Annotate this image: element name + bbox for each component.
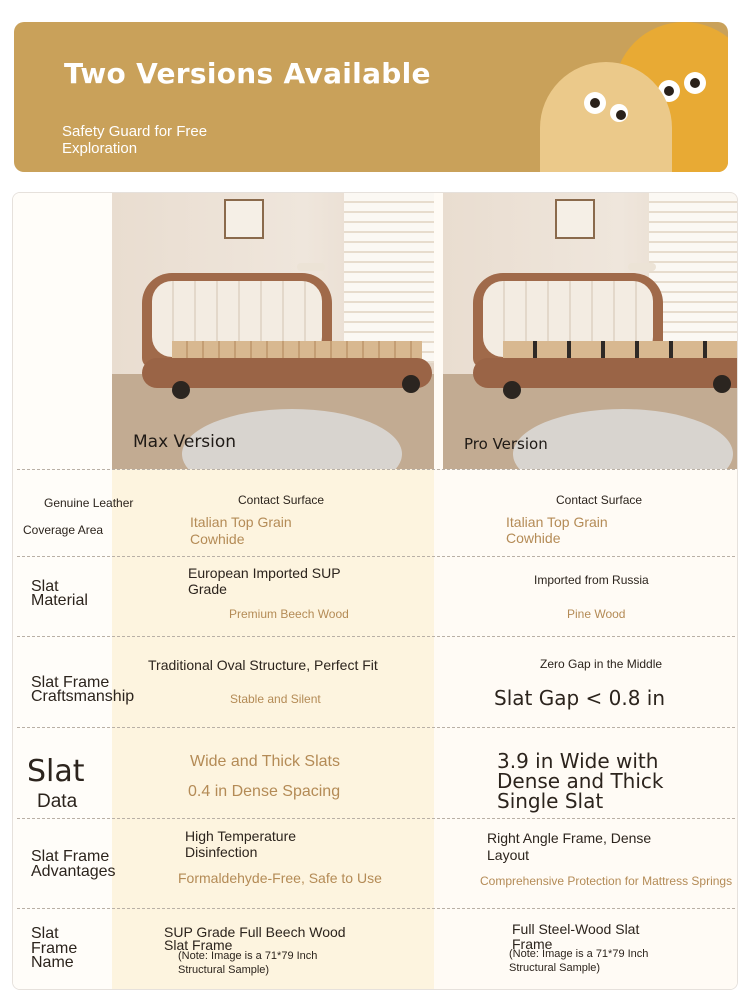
eye-icon [584,92,606,114]
banner-subtitle-line: Exploration [62,140,138,157]
row-label-material: Material [31,592,88,609]
row-label-data: Data [37,791,78,812]
max-leather-value: Cowhide [190,531,245,547]
banner-subtitle-line: Safety Guard for Free [62,123,208,140]
pro-advantages-sub: Comprehensive Protection for Mattress Springs [480,874,733,888]
row-divider [17,727,735,728]
row-label-material: Slat [31,578,59,595]
row-label-data: Slat [27,754,85,789]
row-label-name: Frame [31,940,78,957]
max-advantages-value: Disinfection [185,844,258,860]
pro-leather-title: Contact Surface [556,493,643,507]
pro-material-sub: Pine Wood [567,607,626,621]
eye-icon [610,104,628,122]
max-leather-value: Italian Top Grain [190,514,292,530]
comparison-table [12,192,738,990]
pro-leather-value: Cowhide [506,530,561,546]
row-label-name: Slat [31,925,59,942]
max-advantages-sub: Formaldehyde-Free, Safe to Use [178,870,382,886]
max-advantages-value: High Temperature [185,828,297,844]
pro-data-value: Dense and Thick [497,769,664,793]
row-label-leather: Coverage Area [23,523,104,537]
row-label-leather: Genuine Leather [44,496,134,510]
row-label-craft: Slat Frame [31,674,110,691]
pro-advantages-value: Layout [487,847,530,863]
row-divider [17,469,735,470]
pro-data-value: Single Slat [497,789,604,813]
banner-subtitle [62,123,262,157]
max-material-value: Grade [188,581,227,597]
max-name-note: (Note: Image is a 71*79 Inch [178,950,318,962]
pro-version-photo [443,193,738,469]
row-divider [17,908,735,909]
row-label-advantages: Slat Frame [31,848,110,865]
max-craft-value: Traditional Oval Structure, Perfect Fit [148,657,378,673]
pro-craft-value: Zero Gap in the Middle [540,657,663,671]
row-label-name: Name [31,954,74,971]
max-name-note: Structural Sample) [178,964,270,976]
pro-material-value: Imported from Russia [534,573,649,587]
max-data-value: Wide and Thick Slats [190,753,340,770]
pro-craft-sub: Slat Gap < 0.8 in [494,686,666,710]
max-version-photo [112,193,434,469]
row-divider [17,636,735,637]
row-label-craft: Craftsmanship [31,688,135,705]
max-data-value: 0.4 in Dense Spacing [188,783,341,800]
pro-name-note: Structural Sample) [509,962,601,974]
pro-name-note: (Note: Image is a 71*79 Inch [509,948,649,960]
wall-art [224,199,264,239]
banner-title: Two Versions Available [64,57,431,90]
pro-data-value: 3.9 in Wide with [497,749,659,773]
max-material-value: European Imported SUP [188,565,341,581]
pro-name-value: Frame [512,936,553,952]
wall-art [555,199,595,239]
max-version-label: Max Version [133,432,237,452]
eye-icon [684,72,706,94]
max-name-value: SUP Grade Full Beech Wood [164,924,346,940]
row-label-advantages: Advantages [31,863,116,880]
max-name-value: Slat Frame [164,937,233,953]
pro-version-label: Pro Version [464,435,548,453]
max-craft-sub: Stable and Silent [230,692,321,706]
pro-name-value: Full Steel-Wood Slat [512,921,640,937]
max-material-sub: Premium Beech Wood [229,607,349,621]
pro-leather-value: Italian Top Grain [506,514,608,530]
pro-advantages-value: Right Angle Frame, Dense [487,830,652,846]
row-divider [17,818,735,819]
row-divider [17,556,735,557]
header-banner [14,22,728,172]
max-leather-title: Contact Surface [238,493,325,507]
